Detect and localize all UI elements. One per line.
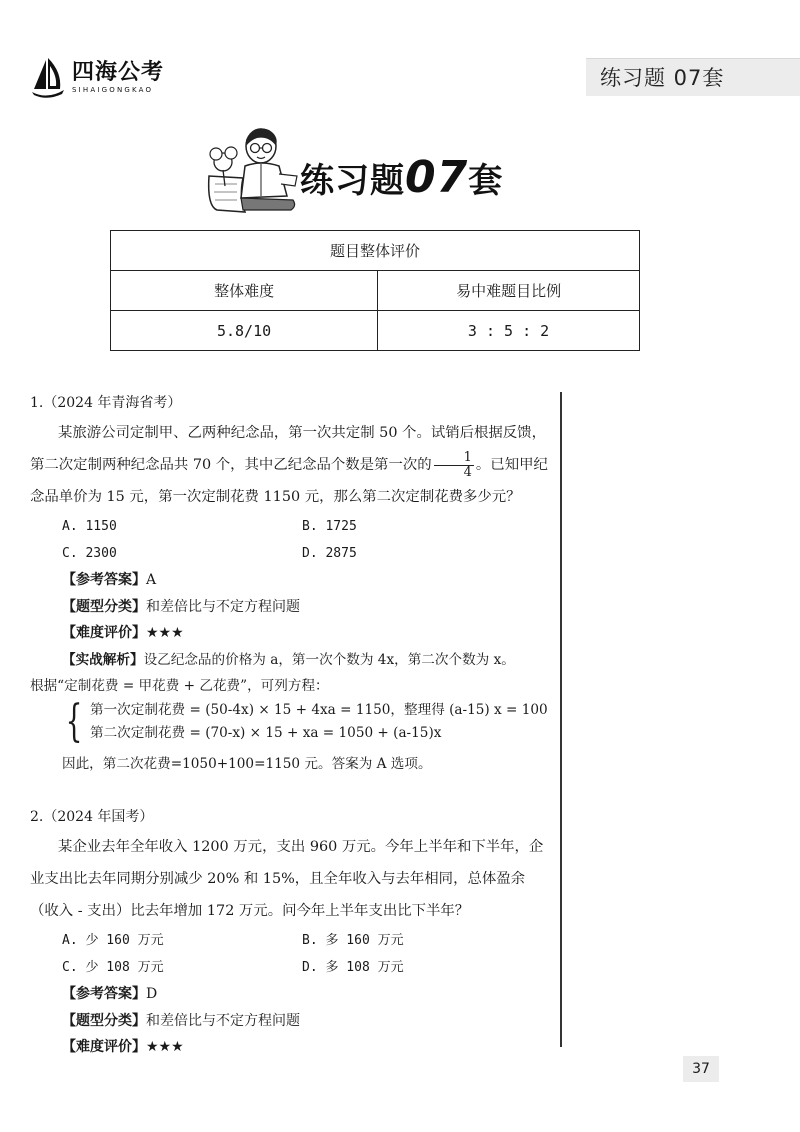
option-a: A. 1150 [62, 519, 117, 534]
option-d: D. 2875 [302, 546, 357, 561]
answer: A [146, 572, 157, 588]
set-tab-label: 练习题 07套 [586, 58, 800, 96]
evaluation-heading: 题目整体评价 [111, 231, 640, 271]
option-a: A. 少 160 万元 [62, 933, 164, 948]
equation-1: 第一次定制花费 = (50-4x) × 15 + 4xa = 1150，整理得 (a-15) x = 100 [90, 701, 548, 718]
evaluation-table [110, 230, 640, 351]
difficulty-label: 整体难度 [111, 271, 378, 311]
title-prefix: 练习题 [300, 161, 405, 201]
title-number: 07 [405, 152, 469, 203]
ratio-label: 易中难题目比例 [378, 271, 640, 311]
question-1-head: 1.（2024 年青海省考） [30, 395, 182, 411]
sailboat-logo-icon [26, 56, 68, 98]
page-title [300, 152, 503, 203]
difficulty-value: 5.8/10 [111, 311, 378, 351]
question-1-analysis: 【实战解析】设乙纪念品的价格为 a，第一次个数为 4x，第二次个数为 x。 根据“定制花费 = 甲花费 + 乙花费”，可列方程： [30, 651, 515, 694]
difficulty-stars: ★★★ [146, 625, 184, 641]
answer: D [146, 986, 158, 1002]
fraction: $\frac{1}{4}$ [434, 451, 474, 480]
option-b: B. 1725 [302, 519, 357, 534]
question-1-conclusion: 因此，第二次花费=1050+100=1150 元。答案为 A 选项。 [62, 755, 432, 772]
teacher-cartoon-icon [205, 126, 300, 214]
equation-system [60, 695, 550, 747]
option-c: C. 2300 [62, 546, 117, 561]
question-1-meta: 【参考答案】A 【题型分类】和差倍比与不定方程问题 【难度评价】★★★ [62, 572, 300, 641]
logo-subtitle: SIHAIGONGKAO [72, 85, 154, 94]
question-1-stem: 某旅游公司定制甲、乙两种纪念品，第一次共定制 50 个。试销后根据反馈，第二次定制两种纪念品共 70 个，其中乙纪念品个数是第一次的 $\frac{1}{4}$ 。已知甲纪念品单价为 15 元，第一次定制花费 1150 元，那么第二次定制花费多少元？ [30, 425, 548, 505]
question-1 [30, 392, 550, 777]
question-2-meta: 【参考答案】D 【题型分类】和差倍比与不定方程问题 【难度评价】★★★ [62, 986, 300, 1055]
question-type: 和差倍比与不定方程问题 [146, 598, 300, 615]
publisher-logo [26, 56, 164, 98]
question-2-options [62, 927, 550, 981]
column-divider [560, 392, 562, 1047]
question-2-head: 2.（2024 年国考） [30, 809, 154, 825]
title-suffix: 套 [468, 161, 504, 201]
question-type: 和差倍比与不定方程问题 [146, 1012, 300, 1029]
ratio-value: 3 : 5 : 2 [378, 311, 640, 351]
question-1-options [62, 513, 550, 567]
logo-name: 四海公考 [72, 59, 165, 85]
option-c: C. 少 108 万元 [62, 960, 164, 975]
question-2-stem: 某企业去年全年收入 1200 万元，支出 960 万元。今年上半年和下半年，企业支出比去年同期分别减少 20% 和 15%，且全年收入与去年相同，总体盈余（收入 - 支出）比去年增加 172 万元。问今年上半年支出比下半年？ [30, 839, 544, 919]
brace-icon: { [65, 695, 83, 747]
difficulty-stars: ★★★ [146, 1039, 184, 1055]
option-d: D. 多 108 万元 [302, 960, 404, 975]
equation-2: 第二次定制花费 = (70-x) × 15 + xa = 1050 + (a-15)x [90, 724, 442, 741]
page-number: 37 [683, 1056, 719, 1082]
question-2 [30, 806, 550, 1061]
option-b: B. 多 160 万元 [302, 933, 404, 948]
